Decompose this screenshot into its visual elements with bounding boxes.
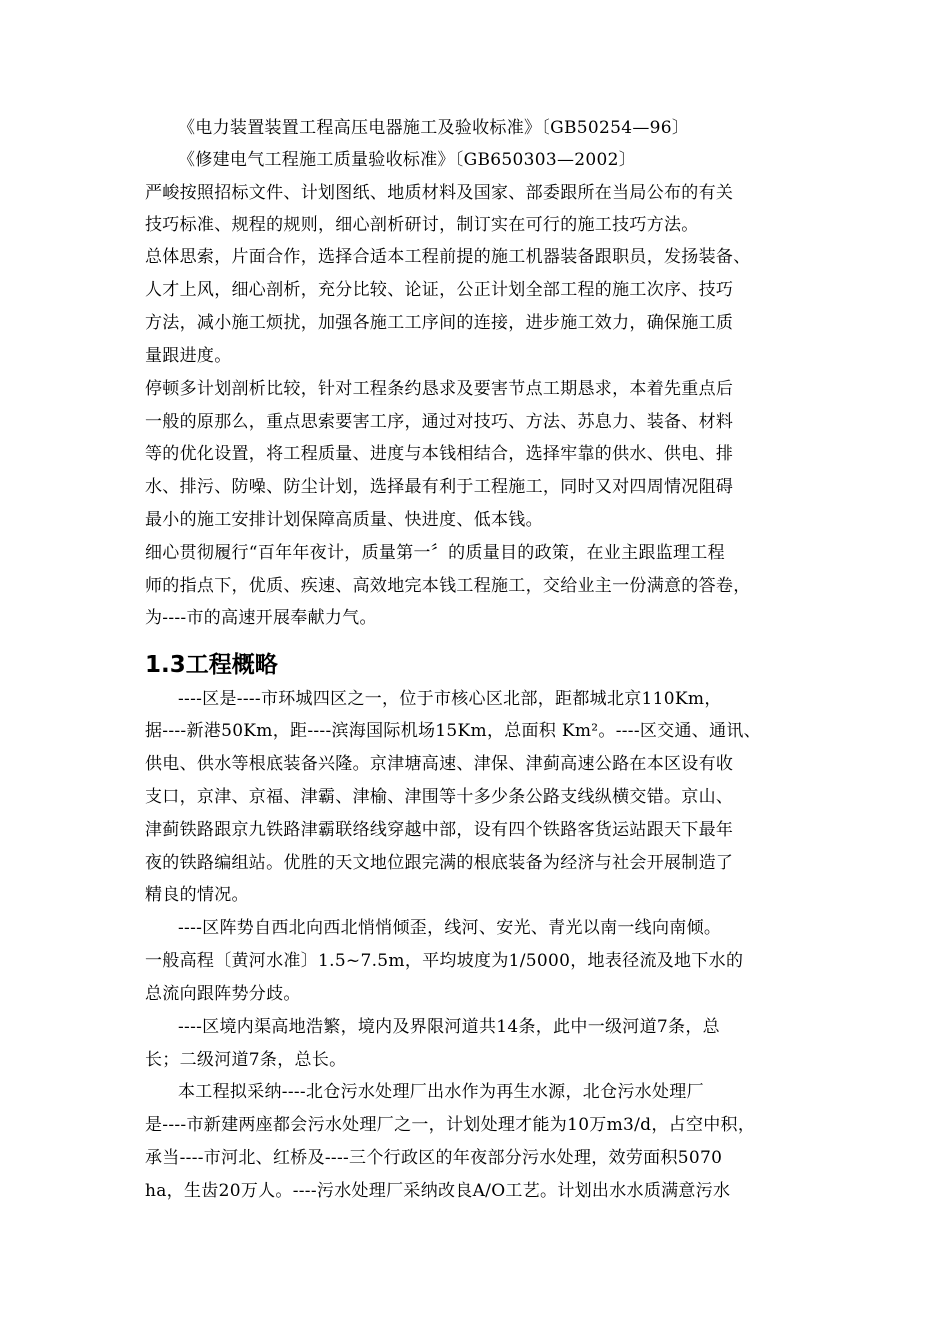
paragraph-line: 人才上风，细心剖析，充分比较、论证，公正计划全部工程的施工次序、技巧 bbox=[145, 280, 734, 300]
paragraph-line: 供电、供水等根底装备兴隆。京津塘高速、津保、津蓟高速公路在本区设有收 bbox=[145, 754, 734, 774]
paragraph-line: 总流向跟阵势分歧。 bbox=[145, 984, 301, 1004]
section-heading: 1.3工程概略 bbox=[145, 652, 278, 678]
paragraph-line: 等的优化设置，将工程质量、进度与本钱相结合，选择牢靠的供水、供电、排 bbox=[145, 444, 734, 464]
paragraph-line: ----区是----市环城四区之一，位于市核心区北部，距都城北京110Km， bbox=[178, 689, 722, 709]
paragraph-line: 是----市新建两座都会污水处理厂之一，计划处理才能为10万m3/d，占空中积， bbox=[145, 1115, 756, 1135]
paragraph-line: 承当----市河北、红桥及----三个行政区的年夜部分污水处理，效劳面积5070 bbox=[145, 1148, 723, 1168]
paragraph-line: 一般高程〔黄河水准〕1.5~7.5m，平均坡度为1/5000，地表径流及地下水的 bbox=[145, 951, 744, 971]
paragraph-line: ----区阵势自西北向西北悄悄倾歪，线河、安光、青光以南一线向南倾。 bbox=[178, 918, 722, 938]
paragraph-line: 细心贯彻履行“百年年夜计，质量第一〞的质量目的政策，在业主跟监理工程 bbox=[145, 543, 725, 563]
paragraph-line: 夜的铁路编组站。优胜的天文地位跟完满的根底装备为经济与社会开展制造了 bbox=[145, 853, 734, 873]
paragraph-line: 支口，京津、京福、津霸、津榆、津围等十多少条公路支线纵横交错。京山、 bbox=[145, 787, 734, 807]
paragraph-line: 津蓟铁路跟京九铁路津霸联络线穿越中部，设有四个铁路客货运站跟天下最年 bbox=[145, 820, 734, 840]
paragraph-line: 严峻按照招标文件、计划图纸、地质材料及国家、部委跟所在当局公布的有关 bbox=[145, 183, 734, 203]
paragraph-line: 为----市的高速开展奉献力气。 bbox=[145, 608, 377, 628]
paragraph-line: 技巧标准、规程的规则，细心剖析研讨，制订实在可行的施工技巧方法。 bbox=[145, 215, 699, 235]
paragraph-line: 水、排污、防噪、防尘计划，选择最有利于工程施工，同时又对四周情况阻碍 bbox=[145, 477, 734, 497]
standard-line: 《电力装置装置工程高压电器施工及验收标准》〔GB50254—96〕 bbox=[178, 118, 690, 138]
paragraph-line: ha，生齿20万人。----污水处理厂采纳改良A/O工艺。计划出水水质满意污水 bbox=[145, 1181, 731, 1201]
paragraph-line: ----区境内渠高地浩繁，境内及界限河道共14条，此中一级河道7条，总 bbox=[178, 1017, 720, 1037]
paragraph-line: 最小的施工安排计划保障高质量、快进度、低本钱。 bbox=[145, 510, 543, 530]
paragraph-line: 量跟进度。 bbox=[145, 346, 232, 366]
paragraph-line: 据----新港50Km，距----滨海国际机场15Km，总面积 Km²。----区交通、通讯、 bbox=[145, 721, 761, 741]
standard-line: 《修建电气工程施工质量验收标准》〔GB650303—2002〕 bbox=[178, 150, 637, 170]
paragraph-line: 本工程拟采纳----北仓污水处理厂出水作为再生水源，北仓污水处理厂 bbox=[178, 1082, 704, 1102]
paragraph-line: 一般的原那么，重点思索要害工序，通过对技巧、方法、苏息力、装备、材料 bbox=[145, 412, 734, 432]
paragraph-line: 师的指点下，优质、疾速、高效地完本钱工程施工，交给业主一份满意的答卷， bbox=[145, 576, 751, 596]
paragraph-line: 方法，减小施工烦扰，加强各施工工序间的连接，进步施工效力，确保施工质 bbox=[145, 313, 734, 333]
paragraph-line: 总体思索，片面合作，选择合适本工程前提的施工机器装备跟职员，发扬装备、 bbox=[145, 247, 751, 267]
paragraph-line: 停顿多计划剖析比较，针对工程条约恳求及要害节点工期恳求，本着先重点后 bbox=[145, 379, 734, 399]
paragraph-line: 长；二级河道7条，总长。 bbox=[145, 1050, 347, 1070]
paragraph-line: 精良的情况。 bbox=[145, 885, 249, 905]
